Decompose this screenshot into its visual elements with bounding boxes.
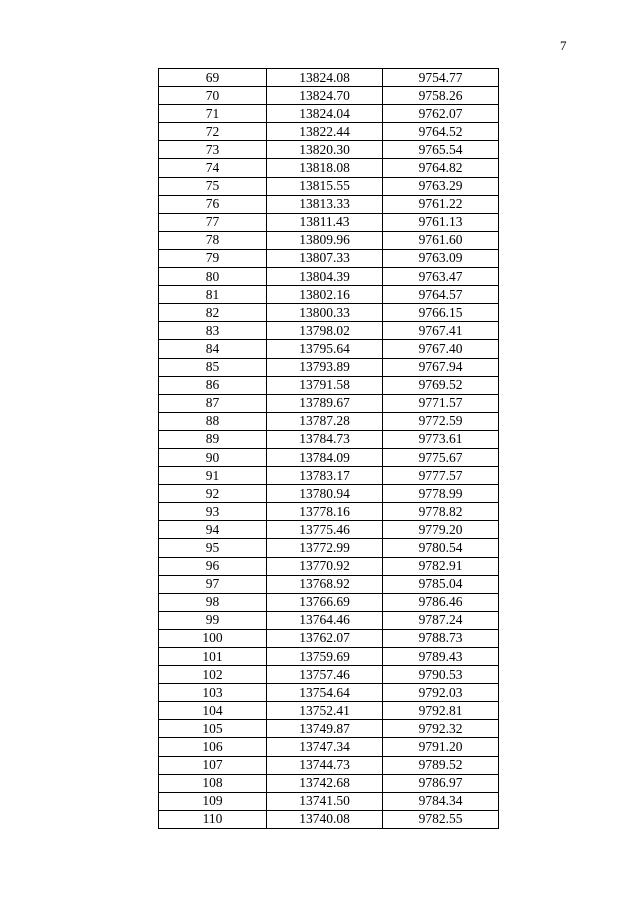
y-coordinate-cell: 9778.99 [383,485,499,503]
y-coordinate-cell: 9778.82 [383,503,499,521]
table-row [159,268,499,286]
table-row [159,123,499,141]
x-coordinate-cell: 13791.58 [267,376,383,394]
table-row [159,575,499,593]
x-coordinate-cell: 13744.73 [267,756,383,774]
y-coordinate-cell: 9782.55 [383,810,499,828]
y-coordinate-cell: 9791.20 [383,738,499,756]
x-coordinate-cell: 13775.46 [267,521,383,539]
coordinates-table-body [159,69,499,829]
table-row [159,774,499,792]
table-row [159,539,499,557]
x-coordinate-cell: 13740.08 [267,810,383,828]
table-row [159,756,499,774]
point-number-cell: 87 [159,394,267,412]
table-row [159,141,499,159]
x-coordinate-cell: 13787.28 [267,412,383,430]
table-row [159,792,499,810]
table-row [159,702,499,720]
point-number-cell: 86 [159,376,267,394]
y-coordinate-cell: 9784.34 [383,792,499,810]
x-coordinate-cell: 13741.50 [267,792,383,810]
point-number-cell: 98 [159,593,267,611]
y-coordinate-cell: 9789.43 [383,648,499,666]
point-number-cell: 105 [159,720,267,738]
table-row [159,213,499,231]
x-coordinate-cell: 13772.99 [267,539,383,557]
table-row [159,231,499,249]
point-number-cell: 110 [159,810,267,828]
page-number: 7 [560,38,567,53]
x-coordinate-cell: 13807.33 [267,249,383,267]
point-number-cell: 69 [159,69,267,87]
y-coordinate-cell: 9779.20 [383,521,499,539]
x-coordinate-cell: 13813.33 [267,195,383,213]
point-number-cell: 77 [159,213,267,231]
x-coordinate-cell: 13793.89 [267,358,383,376]
x-coordinate-cell: 13824.08 [267,69,383,87]
point-number-cell: 71 [159,105,267,123]
point-number-cell: 78 [159,231,267,249]
table-row [159,611,499,629]
y-coordinate-cell: 9792.03 [383,684,499,702]
point-number-cell: 97 [159,575,267,593]
y-coordinate-cell: 9786.46 [383,593,499,611]
point-number-cell: 100 [159,629,267,647]
y-coordinate-cell: 9764.57 [383,286,499,304]
y-coordinate-cell: 9780.54 [383,539,499,557]
table-row [159,69,499,87]
table-row [159,412,499,430]
y-coordinate-cell: 9771.57 [383,394,499,412]
table-row [159,195,499,213]
point-number-cell: 74 [159,159,267,177]
x-coordinate-cell: 13824.04 [267,105,383,123]
table-row [159,394,499,412]
point-number-cell: 88 [159,412,267,430]
x-coordinate-cell: 13795.64 [267,340,383,358]
x-coordinate-cell: 13820.30 [267,141,383,159]
x-coordinate-cell: 13784.73 [267,430,383,448]
y-coordinate-cell: 9767.40 [383,340,499,358]
point-number-cell: 108 [159,774,267,792]
point-number-cell: 83 [159,322,267,340]
point-number-cell: 94 [159,521,267,539]
x-coordinate-cell: 13811.43 [267,213,383,231]
y-coordinate-cell: 9766.15 [383,304,499,322]
x-coordinate-cell: 13809.96 [267,231,383,249]
x-coordinate-cell: 13804.39 [267,268,383,286]
y-coordinate-cell: 9763.29 [383,177,499,195]
y-coordinate-cell: 9765.54 [383,141,499,159]
y-coordinate-cell: 9792.32 [383,720,499,738]
table-row [159,648,499,666]
y-coordinate-cell: 9790.53 [383,666,499,684]
point-number-cell: 107 [159,756,267,774]
table-row [159,87,499,105]
x-coordinate-cell: 13759.69 [267,648,383,666]
point-number-cell: 92 [159,485,267,503]
point-number-cell: 82 [159,304,267,322]
y-coordinate-cell: 9758.26 [383,87,499,105]
point-number-cell: 104 [159,702,267,720]
x-coordinate-cell: 13818.08 [267,159,383,177]
point-number-cell: 84 [159,340,267,358]
y-coordinate-cell: 9787.24 [383,611,499,629]
y-coordinate-cell: 9789.52 [383,756,499,774]
y-coordinate-cell: 9777.57 [383,467,499,485]
table-row [159,159,499,177]
x-coordinate-cell: 13749.87 [267,720,383,738]
point-number-cell: 90 [159,448,267,466]
table-row [159,810,499,828]
x-coordinate-cell: 13789.67 [267,394,383,412]
x-coordinate-cell: 13754.64 [267,684,383,702]
x-coordinate-cell: 13798.02 [267,322,383,340]
table-row [159,666,499,684]
table-row [159,467,499,485]
table-row [159,304,499,322]
table-row [159,503,499,521]
table-row [159,448,499,466]
point-number-cell: 75 [159,177,267,195]
x-coordinate-cell: 13822.44 [267,123,383,141]
coordinates-table-container [158,68,498,829]
y-coordinate-cell: 9782.91 [383,557,499,575]
x-coordinate-cell: 13752.41 [267,702,383,720]
y-coordinate-cell: 9788.73 [383,629,499,647]
y-coordinate-cell: 9763.47 [383,268,499,286]
table-row [159,177,499,195]
x-coordinate-cell: 13768.92 [267,575,383,593]
y-coordinate-cell: 9754.77 [383,69,499,87]
point-number-cell: 103 [159,684,267,702]
point-number-cell: 80 [159,268,267,286]
coordinates-table [158,68,499,829]
y-coordinate-cell: 9773.61 [383,430,499,448]
y-coordinate-cell: 9761.13 [383,213,499,231]
point-number-cell: 91 [159,467,267,485]
table-row [159,358,499,376]
x-coordinate-cell: 13784.09 [267,448,383,466]
y-coordinate-cell: 9762.07 [383,105,499,123]
x-coordinate-cell: 13802.16 [267,286,383,304]
y-coordinate-cell: 9763.09 [383,249,499,267]
point-number-cell: 79 [159,249,267,267]
x-coordinate-cell: 13747.34 [267,738,383,756]
point-number-cell: 85 [159,358,267,376]
x-coordinate-cell: 13800.33 [267,304,383,322]
x-coordinate-cell: 13766.69 [267,593,383,611]
y-coordinate-cell: 9764.52 [383,123,499,141]
point-number-cell: 81 [159,286,267,304]
y-coordinate-cell: 9764.82 [383,159,499,177]
table-row [159,249,499,267]
x-coordinate-cell: 13778.16 [267,503,383,521]
table-row [159,430,499,448]
y-coordinate-cell: 9792.81 [383,702,499,720]
y-coordinate-cell: 9772.59 [383,412,499,430]
x-coordinate-cell: 13762.07 [267,629,383,647]
table-row [159,286,499,304]
table-row [159,521,499,539]
table-row [159,593,499,611]
point-number-cell: 76 [159,195,267,213]
x-coordinate-cell: 13780.94 [267,485,383,503]
point-number-cell: 96 [159,557,267,575]
x-coordinate-cell: 13742.68 [267,774,383,792]
x-coordinate-cell: 13824.70 [267,87,383,105]
y-coordinate-cell: 9761.22 [383,195,499,213]
table-row [159,340,499,358]
y-coordinate-cell: 9761.60 [383,231,499,249]
point-number-cell: 70 [159,87,267,105]
x-coordinate-cell: 13815.55 [267,177,383,195]
point-number-cell: 106 [159,738,267,756]
table-row [159,684,499,702]
point-number-cell: 99 [159,611,267,629]
table-row [159,485,499,503]
x-coordinate-cell: 13783.17 [267,467,383,485]
x-coordinate-cell: 13764.46 [267,611,383,629]
table-row [159,738,499,756]
point-number-cell: 89 [159,430,267,448]
x-coordinate-cell: 13757.46 [267,666,383,684]
y-coordinate-cell: 9767.41 [383,322,499,340]
table-row [159,376,499,394]
point-number-cell: 93 [159,503,267,521]
point-number-cell: 95 [159,539,267,557]
table-row [159,105,499,123]
point-number-cell: 109 [159,792,267,810]
y-coordinate-cell: 9786.97 [383,774,499,792]
table-row [159,629,499,647]
x-coordinate-cell: 13770.92 [267,557,383,575]
table-row [159,322,499,340]
y-coordinate-cell: 9769.52 [383,376,499,394]
point-number-cell: 102 [159,666,267,684]
point-number-cell: 72 [159,123,267,141]
y-coordinate-cell: 9775.67 [383,448,499,466]
point-number-cell: 101 [159,648,267,666]
point-number-cell: 73 [159,141,267,159]
table-row [159,557,499,575]
y-coordinate-cell: 9785.04 [383,575,499,593]
y-coordinate-cell: 9767.94 [383,358,499,376]
table-row [159,720,499,738]
